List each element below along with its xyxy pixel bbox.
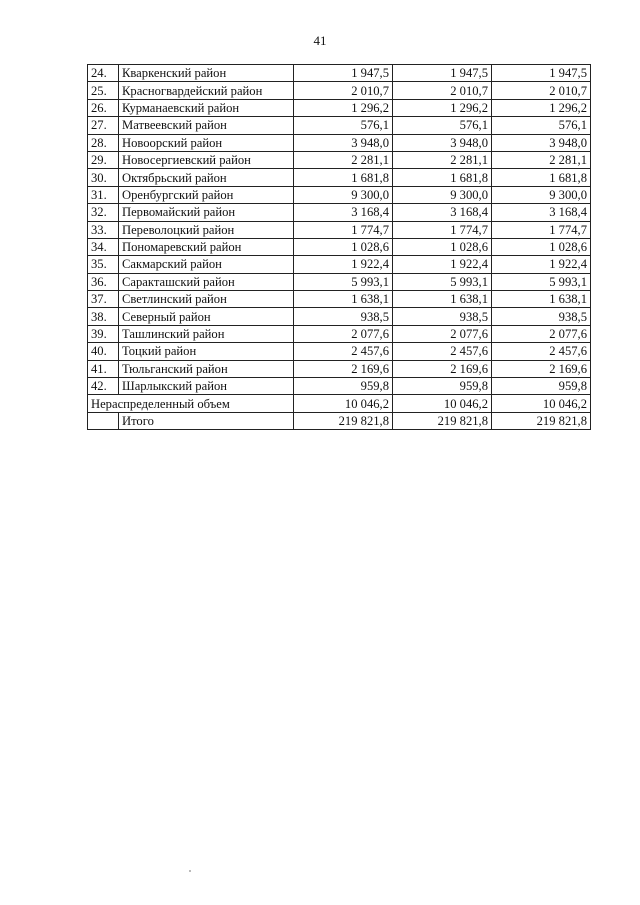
district-name-cell: Матвеевский район [119, 117, 294, 134]
total-blank-cell [88, 412, 119, 429]
total-value-1: 219 821,8 [294, 412, 393, 429]
row-number-cell: 28. [88, 134, 119, 151]
value-cell-2: 1 774,7 [393, 221, 492, 238]
district-name-cell: Шарлыкский район [119, 378, 294, 395]
value-cell-2: 2 457,6 [393, 343, 492, 360]
value-cell-3: 1 028,6 [492, 238, 591, 255]
value-cell-2: 3 168,4 [393, 204, 492, 221]
district-name-cell: Сакмарский район [119, 256, 294, 273]
value-cell-3: 1 947,5 [492, 65, 591, 82]
value-cell-1: 938,5 [294, 308, 393, 325]
value-cell-3: 2 077,6 [492, 325, 591, 342]
table-row [88, 238, 591, 255]
table-body [88, 65, 591, 430]
district-name-cell: Красногвардейский район [119, 82, 294, 99]
value-cell-2: 576,1 [393, 117, 492, 134]
district-name-cell: Оренбургский район [119, 186, 294, 203]
value-cell-3: 9 300,0 [492, 186, 591, 203]
value-cell-3: 2 457,6 [492, 343, 591, 360]
page-number: 41 [313, 33, 327, 48]
value-cell-3: 1 681,8 [492, 169, 591, 186]
table-row [88, 378, 591, 395]
table-row [88, 221, 591, 238]
value-cell-3: 2 169,6 [492, 360, 591, 377]
table-row [88, 99, 591, 116]
district-name-cell: Светлинский район [119, 291, 294, 308]
value-cell-2: 2 281,1 [393, 151, 492, 168]
row-number-cell: 29. [88, 151, 119, 168]
value-cell-2: 1 922,4 [393, 256, 492, 273]
district-name-cell: Ташлинский район [119, 325, 294, 342]
unallocated-row [88, 395, 591, 412]
value-cell-2: 1 947,5 [393, 65, 492, 82]
value-cell-3: 1 922,4 [492, 256, 591, 273]
district-budget-table [87, 64, 591, 430]
total-label: Итого [119, 412, 294, 429]
row-number-cell: 37. [88, 291, 119, 308]
table-row [88, 325, 591, 342]
row-number-cell: 27. [88, 117, 119, 134]
value-cell-1: 1 922,4 [294, 256, 393, 273]
row-number-cell: 26. [88, 99, 119, 116]
row-number-cell: 35. [88, 256, 119, 273]
value-cell-1: 1 681,8 [294, 169, 393, 186]
row-number-cell: 40. [88, 343, 119, 360]
value-cell-1: 2 169,6 [294, 360, 393, 377]
row-number-cell: 30. [88, 169, 119, 186]
scan-dot-mark [189, 870, 191, 872]
value-cell-2: 9 300,0 [393, 186, 492, 203]
row-number-cell: 41. [88, 360, 119, 377]
value-cell-3: 576,1 [492, 117, 591, 134]
value-cell-2: 5 993,1 [393, 273, 492, 290]
unallocated-value-2: 10 046,2 [393, 395, 492, 412]
value-cell-1: 2 281,1 [294, 151, 393, 168]
value-cell-3: 1 774,7 [492, 221, 591, 238]
value-cell-1: 2 077,6 [294, 325, 393, 342]
value-cell-3: 938,5 [492, 308, 591, 325]
value-cell-1: 576,1 [294, 117, 393, 134]
row-number-cell: 34. [88, 238, 119, 255]
table-row [88, 151, 591, 168]
value-cell-1: 2 457,6 [294, 343, 393, 360]
value-cell-3: 959,8 [492, 378, 591, 395]
value-cell-2: 1 028,6 [393, 238, 492, 255]
total-value-2: 219 821,8 [393, 412, 492, 429]
row-number-cell: 38. [88, 308, 119, 325]
district-name-cell: Переволоцкий район [119, 221, 294, 238]
value-cell-1: 1 638,1 [294, 291, 393, 308]
district-name-cell: Тюльганский район [119, 360, 294, 377]
district-name-cell: Пономаревский район [119, 238, 294, 255]
district-name-cell: Северный район [119, 308, 294, 325]
table-row [88, 65, 591, 82]
district-name-cell: Новоорский район [119, 134, 294, 151]
table-row [88, 343, 591, 360]
value-cell-3: 1 296,2 [492, 99, 591, 116]
unallocated-value-3: 10 046,2 [492, 395, 591, 412]
value-cell-1: 1 028,6 [294, 238, 393, 255]
value-cell-3: 1 638,1 [492, 291, 591, 308]
value-cell-3: 2 010,7 [492, 82, 591, 99]
value-cell-1: 5 993,1 [294, 273, 393, 290]
value-cell-2: 2 077,6 [393, 325, 492, 342]
row-number-cell: 39. [88, 325, 119, 342]
value-cell-2: 938,5 [393, 308, 492, 325]
value-cell-1: 3 168,4 [294, 204, 393, 221]
value-cell-1: 9 300,0 [294, 186, 393, 203]
value-cell-3: 3 948,0 [492, 134, 591, 151]
table-row [88, 308, 591, 325]
table-row [88, 273, 591, 290]
value-cell-2: 1 681,8 [393, 169, 492, 186]
district-name-cell: Тоцкий район [119, 343, 294, 360]
value-cell-2: 3 948,0 [393, 134, 492, 151]
value-cell-2: 2 169,6 [393, 360, 492, 377]
value-cell-3: 3 168,4 [492, 204, 591, 221]
value-cell-2: 2 010,7 [393, 82, 492, 99]
row-number-cell: 36. [88, 273, 119, 290]
value-cell-1: 1 947,5 [294, 65, 393, 82]
value-cell-2: 1 296,2 [393, 99, 492, 116]
district-name-cell: Саракташский район [119, 273, 294, 290]
table-row [88, 134, 591, 151]
table-row [88, 169, 591, 186]
district-name-cell: Курманаевский район [119, 99, 294, 116]
row-number-cell: 25. [88, 82, 119, 99]
table-row [88, 256, 591, 273]
unallocated-value-1: 10 046,2 [294, 395, 393, 412]
value-cell-1: 959,8 [294, 378, 393, 395]
total-value-3: 219 821,8 [492, 412, 591, 429]
district-name-cell: Первомайский район [119, 204, 294, 221]
value-cell-1: 3 948,0 [294, 134, 393, 151]
total-row [88, 412, 591, 429]
row-number-cell: 42. [88, 378, 119, 395]
row-number-cell: 24. [88, 65, 119, 82]
value-cell-2: 1 638,1 [393, 291, 492, 308]
row-number-cell: 31. [88, 186, 119, 203]
district-name-cell: Октябрьский район [119, 169, 294, 186]
value-cell-1: 2 010,7 [294, 82, 393, 99]
table-row [88, 186, 591, 203]
district-name-cell: Кваркенский район [119, 65, 294, 82]
table-row [88, 82, 591, 99]
district-name-cell: Новосергиевский район [119, 151, 294, 168]
table-row [88, 117, 591, 134]
row-number-cell: 32. [88, 204, 119, 221]
unallocated-label: Нераспределенный объем [88, 395, 294, 412]
value-cell-3: 2 281,1 [492, 151, 591, 168]
table-row [88, 360, 591, 377]
value-cell-1: 1 774,7 [294, 221, 393, 238]
row-number-cell: 33. [88, 221, 119, 238]
value-cell-1: 1 296,2 [294, 99, 393, 116]
value-cell-2: 959,8 [393, 378, 492, 395]
table-row [88, 204, 591, 221]
value-cell-3: 5 993,1 [492, 273, 591, 290]
table-row [88, 291, 591, 308]
